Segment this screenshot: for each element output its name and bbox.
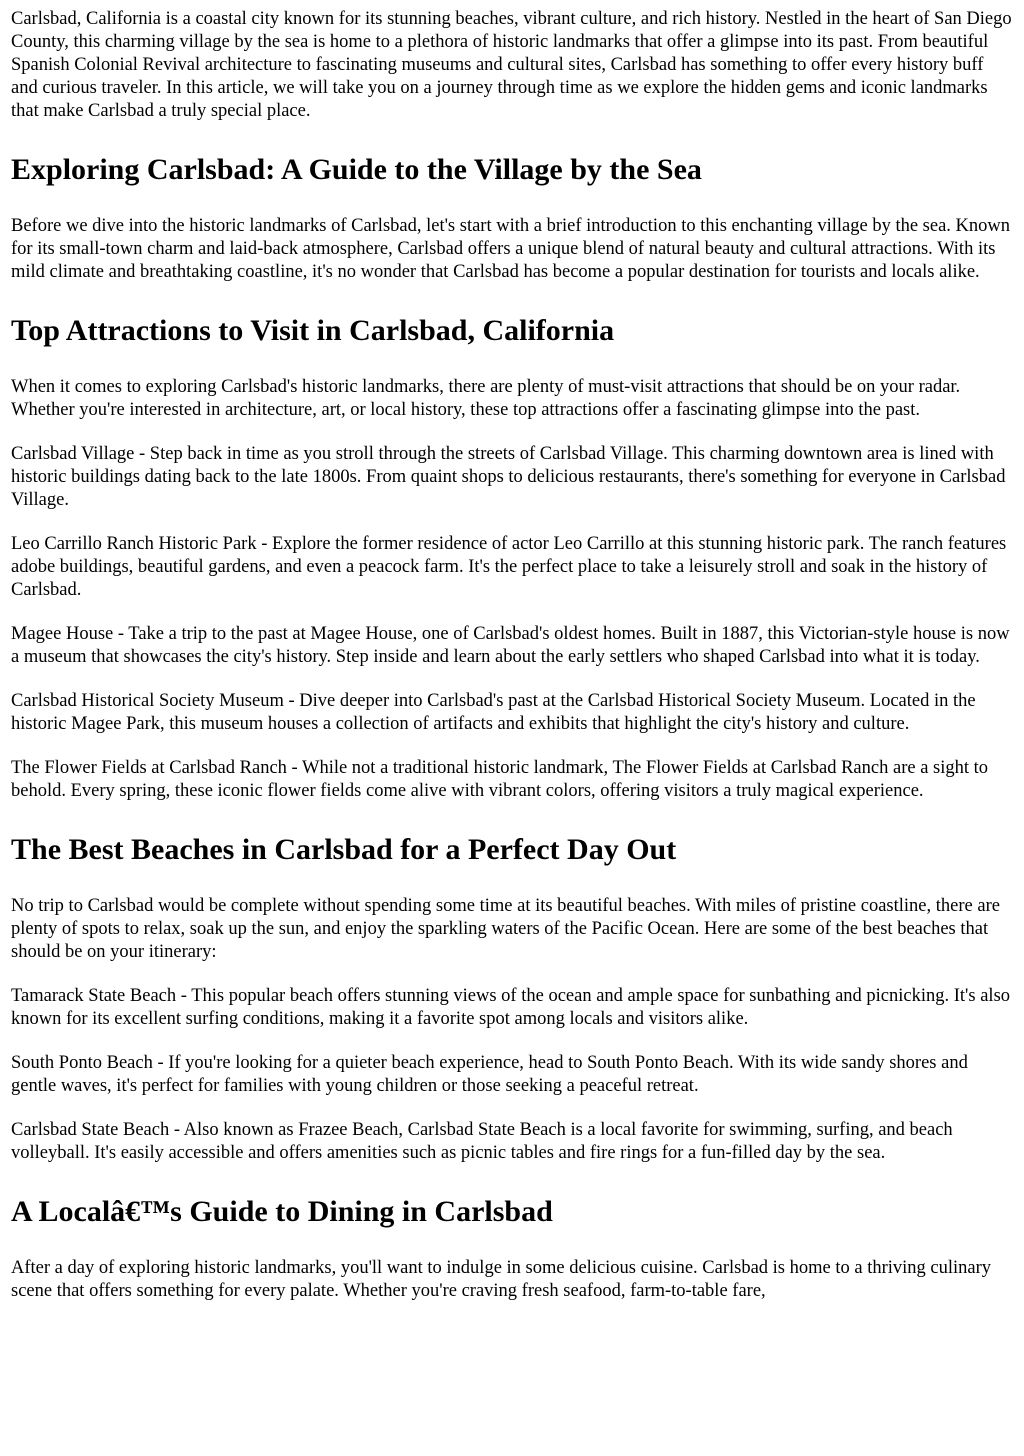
paragraph-village-intro: Before we dive into the historic landmarks of Carlsbad, let's start with a brief introduction to this enchanting village by the sea. Known for its small-town charm and laid-back atmosphere, Carlsbad offers a unique blend of natural beauty and cultural attractions. With its mild climate and breathtaking coastline, it's no wonder that Carlsbad has become a popular destination for tourists and locals alike. [11,216,1011,282]
paragraph-beaches-intro: No trip to Carlsbad would be complete without spending some time at its beautiful beaches. With miles of pristine coastline, there are plenty of spots to relax, soak up the sun, and enjoy the sparkling waters of the Pacific Ocean. Here are some of the best beaches that should be on your itinerary: [11,896,1000,962]
paragraph-dining-intro: After a day of exploring historic landmarks, you'll want to indulge in some delicious cuisine. Carlsbad is home to a thriving culinary scene that offers something for every palate. Whether you're craving fresh seafood, farm-to-table fare, [11,1258,992,1301]
paragraph-leo-carrillo-ranch: Leo Carrillo Ranch Historic Park - Explore the former residence of actor Leo Carrillo at this stunning historic park. The ranch features adobe buildings, beautiful gardens, and even a peacock farm. It's the perfect place to take a leisurely stroll and soak in the history of Carlsbad. [11,534,1007,600]
intro-paragraph: Carlsbad, California is a coastal city known for its stunning beaches, vibrant culture, and rich history. Nestled in the heart of San Diego County, this charming village by the sea is home to a plethora of historic landmarks that offer a glimpse into its past. From beautiful Spanish Colonial Revival architecture to fascinating museums and cultural sites, Carlsbad has something to offer every history buff and curious traveler. In this article, we will take you on a journey through time as we explore the hidden gems and iconic landmarks that make Carlsbad a truly special place. [11,9,1012,121]
paragraph-tamarack-beach: Tamarack State Beach - This popular beach offers stunning views of the ocean and ample space for sunbathing and picnicking. It's also known for its excellent surfing conditions, making it a favorite spot among locals and visitors alike. [11,986,1011,1029]
paragraph-carlsbad-state-beach: Carlsbad State Beach - Also known as Frazee Beach, Carlsbad State Beach is a local favorite for swimming, surfing, and beach volleyball. It's easily accessible and offers amenities such as picnic tables and fire rings for a fun-filled day by the sea. [11,1120,953,1163]
paragraph-flower-fields: The Flower Fields at Carlsbad Ranch - While not a traditional historic landmark, The Flower Fields at Carlsbad Ranch are a sight to behold. Every spring, these iconic flower fields come alive with vibrant colors, offering visitors a truly magical experience. [11,758,989,801]
section-heading-dining: A Localâ€™s Guide to Dining in Carlsbad [11,1195,553,1228]
paragraph-historical-society-museum: Carlsbad Historical Society Museum - Dive deeper into Carlsbad's past at the Carlsbad Historical Society Museum. Located in the historic Magee Park, this museum houses a collection of artifacts and exhibits that highlight the city's history and culture. [11,691,976,734]
paragraph-carlsbad-village: Carlsbad Village - Step back in time as you stroll through the streets of Carlsbad Village. This charming downtown area is lined with historic buildings dating back to the late 1800s. From quaint shops to delicious restaurants, there's something for everyone in Carlsbad Village. [11,444,1006,510]
section-heading-beaches: The Best Beaches in Carlsbad for a Perfect Day Out [11,833,677,866]
article-page [0,8,1024,1303]
paragraph-magee-house: Magee House - Take a trip to the past at Magee House, one of Carlsbad's oldest homes. Built in 1887, this Victorian-style house is now a museum that showcases the city's history. Step inside and learn about the early settlers who shaped Carlsbad into what it is today. [11,624,1010,667]
paragraph-south-ponto-beach: South Ponto Beach - If you're looking for a quieter beach experience, head to South Ponto Beach. With its wide sandy shores and gentle waves, it's perfect for families with young children or those seeking a peaceful retreat. [11,1053,968,1096]
paragraph-attractions-intro: When it comes to exploring Carlsbad's historic landmarks, there are plenty of must-visit attractions that should be on your radar. Whether you're interested in architecture, art, or local history, these top attractions offer a fascinating glimpse into the past. [11,377,961,420]
section-heading-attractions: Top Attractions to Visit in Carlsbad, California [11,314,615,347]
section-heading-exploring: Exploring Carlsbad: A Guide to the Village by the Sea [11,153,702,186]
